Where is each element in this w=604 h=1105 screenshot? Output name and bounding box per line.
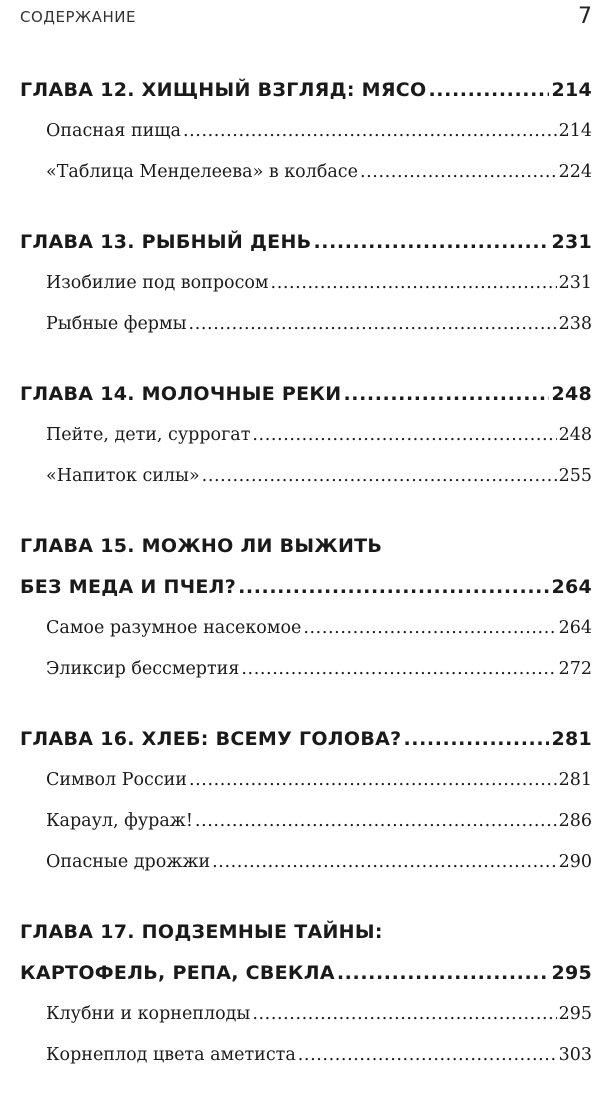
chapter-page: 214 <box>551 79 592 101</box>
section-title: Корнеплод цвета аметиста <box>46 1045 296 1065</box>
section-title: Эликсир бессмертия <box>46 659 240 679</box>
toc-entry-section[interactable] <box>20 263 592 304</box>
toc-entry-section[interactable] <box>20 111 592 152</box>
toc-entry-chapter[interactable] <box>20 70 592 111</box>
dot-leader <box>212 842 556 883</box>
chapter-title: ГЛАВА 16. ХЛЕБ: ВСЕМУ ГОЛОВА? <box>20 728 402 750</box>
chapter-page: 281 <box>551 728 592 750</box>
dot-leader <box>343 374 549 415</box>
dot-leader <box>202 456 557 497</box>
dot-leader <box>189 304 557 345</box>
section-page: 214 <box>558 121 592 141</box>
section-page: 255 <box>558 466 592 486</box>
toc-entry-section[interactable] <box>20 801 592 842</box>
section-page: 238 <box>558 314 592 334</box>
chapter-title-line1: ГЛАВА 15. МОЖНО ЛИ ВЫЖИТЬ <box>20 535 383 557</box>
chapter-title: ГЛАВА 14. МОЛОЧНЫЕ РЕКИ <box>20 383 342 405</box>
section-title: «Таблица Менделеева» в колбасе <box>46 162 358 182</box>
toc-entry-section[interactable] <box>20 456 592 497</box>
section-title: «Напиток силы» <box>46 466 200 486</box>
section-page: 248 <box>558 425 592 445</box>
dot-leader <box>313 222 549 263</box>
dot-leader <box>303 608 556 649</box>
chapter-title-line2: БЕЗ МЕДА И ПЧЕЛ? <box>20 576 237 598</box>
toc-entry-chapter[interactable] <box>20 567 592 608</box>
dot-leader <box>252 994 556 1035</box>
toc-entry-chapter-line1[interactable] <box>20 912 592 953</box>
dot-leader <box>195 801 557 842</box>
section-title: Символ России <box>46 770 187 790</box>
toc-entry-section[interactable] <box>20 760 592 801</box>
dot-leader <box>403 719 549 760</box>
section-title: Самое разумное насекомое <box>46 618 302 638</box>
running-head: СОДЕРЖАНИЕ <box>20 8 136 26</box>
section-page: 264 <box>558 618 592 638</box>
chapter-page: 248 <box>551 383 592 405</box>
chapter-title: ГЛАВА 12. ХИЩНЫЙ ВЗГЛЯД: МЯСО <box>20 79 427 101</box>
dot-leader <box>298 1035 557 1076</box>
section-page: 303 <box>558 1045 592 1065</box>
section-page: 281 <box>558 770 592 790</box>
section-title: Караул, фураж! <box>46 811 193 831</box>
section-page: 295 <box>558 1004 592 1024</box>
toc-chapter-13 <box>20 222 592 345</box>
toc-entry-section[interactable] <box>20 994 592 1035</box>
dot-leader <box>241 649 556 690</box>
section-title: Опасные дрожжи <box>46 852 211 872</box>
chapter-title-line1: ГЛАВА 17. ПОДЗЕМНЫЕ ТАЙНЫ: <box>20 921 383 943</box>
toc-entry-section[interactable] <box>20 1035 592 1076</box>
dot-leader <box>189 760 557 801</box>
toc-entry-section[interactable] <box>20 842 592 883</box>
chapter-title-line2: КАРТОФЕЛЬ, РЕПА, СВЕКЛА <box>20 962 335 984</box>
section-title: Изобилие под вопросом <box>46 273 269 293</box>
page-number: 7 <box>578 4 592 29</box>
dot-leader <box>252 415 556 456</box>
chapter-title: ГЛАВА 13. РЫБНЫЙ ДЕНЬ <box>20 231 312 253</box>
table-of-contents <box>20 70 592 1105</box>
toc-chapter-15 <box>20 526 592 690</box>
section-title: Пейте, дети, суррогат <box>46 425 251 445</box>
dot-leader <box>428 70 549 111</box>
section-page: 290 <box>558 852 592 872</box>
section-page: 286 <box>558 811 592 831</box>
toc-chapter-12 <box>20 70 592 193</box>
section-title: Опасная пища <box>46 121 181 141</box>
dot-leader <box>360 152 557 193</box>
toc-entry-chapter[interactable] <box>20 374 592 415</box>
section-page: 224 <box>558 162 592 182</box>
section-page: 231 <box>558 273 592 293</box>
toc-chapter-16 <box>20 719 592 883</box>
toc-entry-section[interactable] <box>20 649 592 690</box>
toc-entry-section[interactable] <box>20 304 592 345</box>
section-page: 272 <box>558 659 592 679</box>
toc-chapter-17 <box>20 912 592 1076</box>
toc-entry-chapter-line1[interactable] <box>20 526 592 567</box>
toc-entry-section[interactable] <box>20 415 592 456</box>
dot-leader <box>238 567 549 608</box>
toc-entry-chapter[interactable] <box>20 719 592 760</box>
toc-entry-section[interactable] <box>20 152 592 193</box>
chapter-page: 231 <box>551 231 592 253</box>
toc-entry-chapter[interactable] <box>20 953 592 994</box>
section-title: Рыбные фермы <box>46 314 187 334</box>
dot-leader <box>337 953 550 994</box>
chapter-page: 295 <box>551 962 592 984</box>
toc-entry-section[interactable] <box>20 608 592 649</box>
dot-leader <box>271 263 557 304</box>
chapter-page: 264 <box>551 576 592 598</box>
dot-leader <box>183 111 557 152</box>
toc-entry-chapter[interactable] <box>20 222 592 263</box>
section-title: Клубни и корнеплоды <box>46 1004 251 1024</box>
toc-chapter-14 <box>20 374 592 497</box>
